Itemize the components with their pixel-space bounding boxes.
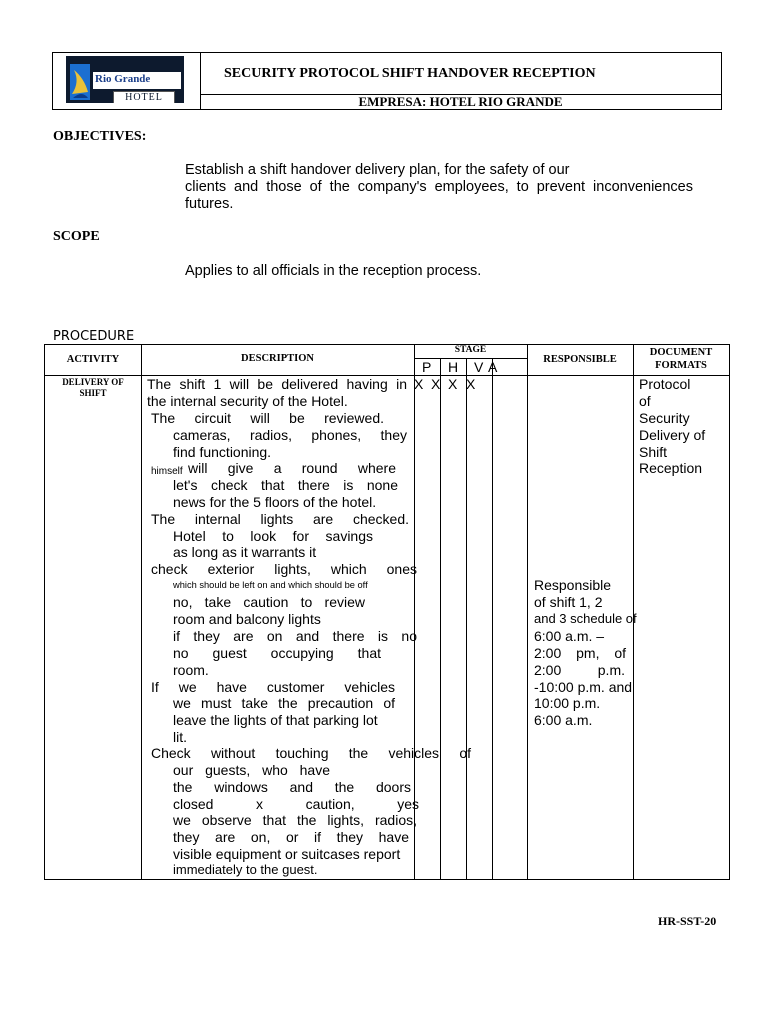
description-line: will give a round where [188, 460, 396, 476]
objectives-heading: OBJECTIVES: [53, 129, 147, 144]
responsible-line: Responsible [534, 577, 612, 593]
description-line: cameras, radios, phones, they [173, 427, 407, 443]
description-line: The circuit will be reviewed. [151, 410, 384, 426]
activity-line1: DELIVERY OF [62, 377, 124, 387]
description-line: Check without touching the vehicles of [151, 745, 471, 761]
format-line: Shift [639, 444, 668, 460]
scope-text: Applies to all officials in the reception process. [185, 263, 482, 279]
header-formats-line2: FORMATS [655, 360, 707, 371]
description-line: our guests, who have [173, 762, 330, 778]
logo-cell [53, 53, 201, 109]
title-row [200, 53, 721, 95]
document-code: HR-SST-20 [658, 914, 717, 928]
document-header [52, 52, 722, 110]
column-divider [141, 345, 142, 879]
format-line: Security [639, 410, 690, 426]
header-formats-line1: DOCUMENT [649, 347, 713, 358]
header-activity: ACTIVITY [66, 354, 120, 365]
description-line: news for the 5 floors of the hotel. [173, 494, 377, 510]
logo-sub-text: HOTEL [113, 91, 175, 103]
column-divider [440, 359, 441, 879]
description-line: we must take the precaution of [173, 695, 395, 711]
procedure-label: PROCEDURE [53, 329, 135, 344]
responsible-line: 10:00 p.m. [534, 695, 601, 711]
description-line: find functioning. [173, 444, 272, 460]
company-name: EMPRESA: HOTEL RIO GRANDE [358, 94, 563, 109]
format-line: Reception [639, 460, 703, 476]
description-line: Hotel to look for savings [173, 528, 373, 544]
description-line: The internal lights are checked. [151, 511, 409, 527]
header-responsible: RESPONSIBLE [543, 354, 617, 365]
objectives-line: clients and those of the company's employees, to prevent inconveniences [185, 179, 693, 195]
responsible-line: -10:00 p.m. and [534, 679, 633, 695]
stage-mark: X [448, 376, 458, 392]
format-line: Delivery of [639, 427, 706, 443]
stage-a: A [488, 359, 498, 375]
description-line: closed x caution, yes [173, 796, 419, 812]
stage-mark: X [431, 376, 441, 392]
description-line: leave the lights of that parking lot [173, 712, 378, 728]
description-line: room. [173, 662, 209, 678]
responsible-line: 2:00 p.m. [534, 662, 625, 678]
column-divider [492, 359, 493, 879]
stage-mark: X [414, 376, 424, 392]
description-line: they are on, or if they have [173, 829, 409, 845]
responsible-line: and 3 schedule of [534, 611, 637, 626]
description-line: if they are on and there is no [173, 628, 417, 644]
description-line: we observe that the lights, radios, [173, 812, 417, 828]
activity-line2: SHIFT [79, 388, 107, 398]
column-divider [466, 359, 467, 879]
responsible-line: 6:00 a.m. [534, 712, 593, 728]
responsible-line: of shift 1, 2 [534, 594, 603, 610]
description-line: let's check that there is none [173, 477, 398, 493]
description-line: check exterior lights, which ones [151, 561, 417, 577]
description-line: no guest occupying that [173, 645, 381, 661]
header-description: DESCRIPTION [241, 353, 314, 364]
header-stage: STAGE [454, 345, 487, 355]
document-title: SECURITY PROTOCOL SHIFT HANDOVER RECEPTION [224, 66, 596, 81]
description-line: If we have customer vehicles [151, 679, 395, 695]
description-line: himself [151, 466, 183, 477]
description-line: visible equipment or suitcases report [173, 846, 401, 862]
stage-mark: X [466, 376, 476, 392]
description-line: room and balcony lights [173, 611, 321, 627]
stage-h: H [448, 359, 459, 375]
description-line: the internal security of the Hotel. [147, 393, 348, 409]
description-line: immediately to the guest. [173, 862, 318, 877]
wave-icon [70, 64, 90, 100]
format-line: of [639, 393, 651, 409]
logo-brand-text: Rio Grande [95, 73, 151, 85]
description-line: lit. [173, 729, 187, 745]
objectives-line: Establish a shift handover delivery plan, for the safety of our [185, 162, 570, 178]
column-divider [527, 345, 528, 879]
stage-p: P [422, 359, 432, 375]
objectives-line: futures. [185, 196, 234, 212]
description-line: the windows and the doors [173, 779, 411, 795]
objectives-text [185, 162, 693, 213]
responsible-line: 2:00 pm, of [534, 645, 626, 661]
description-line: no, take caution to review [173, 594, 365, 610]
description-line: as long as it warrants it [173, 544, 317, 560]
description-line: which should be left on and which should be off [173, 580, 368, 590]
description-line: The shift 1 will be delivered having in [147, 376, 407, 392]
responsible-line: 6:00 a.m. – [534, 628, 605, 644]
stage-v: V [474, 359, 484, 375]
scope-heading: SCOPE [53, 229, 100, 244]
format-line: Protocol [639, 376, 691, 392]
procedure-table [44, 344, 730, 880]
hotel-logo [66, 56, 184, 103]
